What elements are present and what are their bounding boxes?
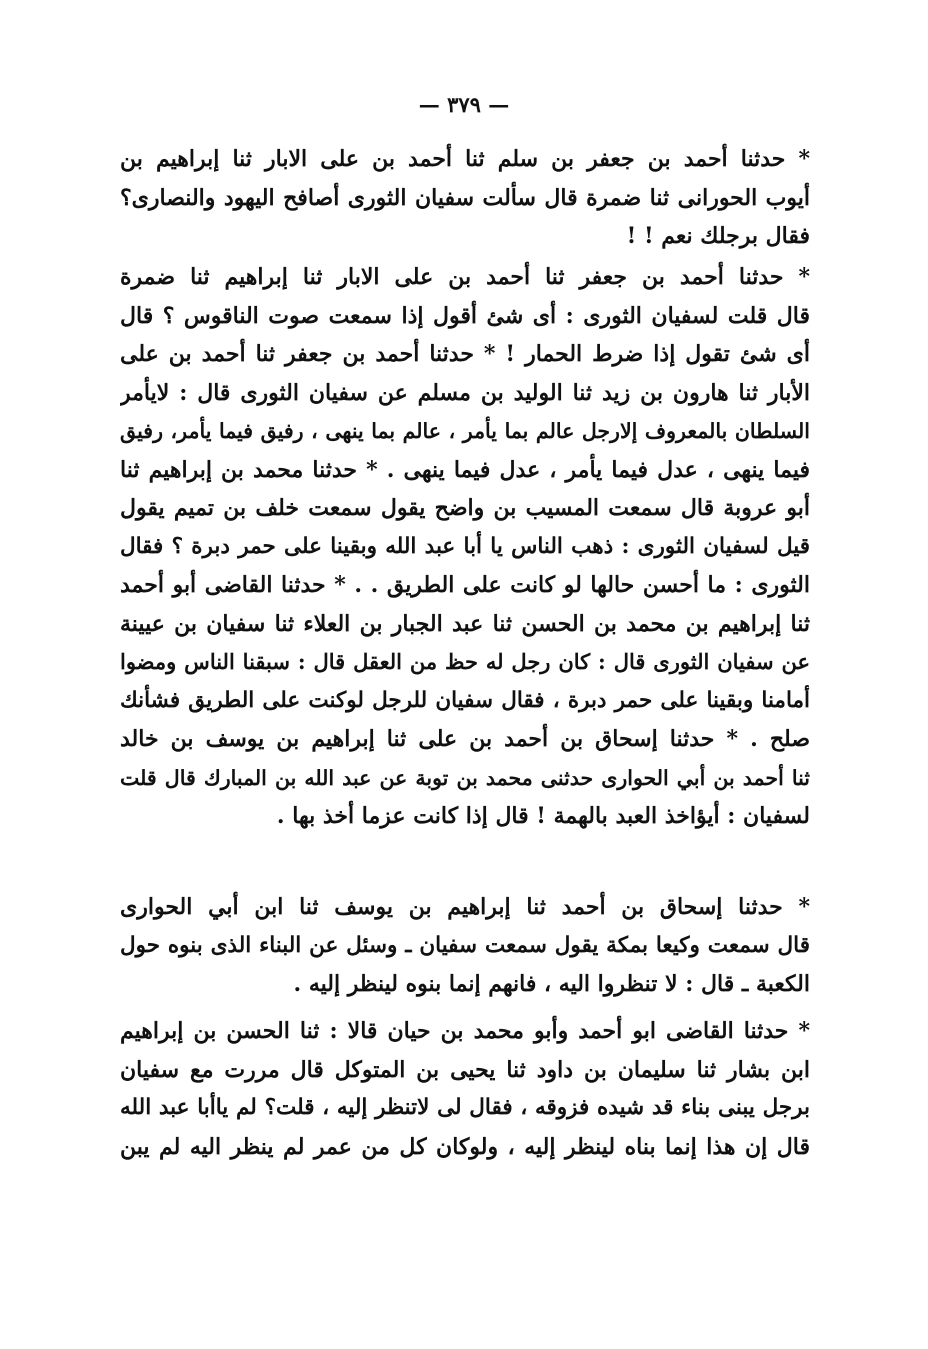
text-line: قال سمعت وكيعا بمكة يقول سمعت سفيان ـ وسئل عن البناء الذى بنوه حول: [120, 932, 810, 958]
text-line: أبو عروبة قال سمعت المسيب بن واضح يقول سمعت خلف بن تميم يقول: [120, 495, 810, 521]
text-line: أى شئ تقول إذا ضرط الحمار ! * حدثنا أحمد بن جعفر ثنا أحمد بن على: [120, 341, 810, 367]
text-line: فقال برجلك نعم ! !: [626, 223, 810, 249]
paragraph-4: [120, 1012, 810, 1166]
text-line: ابن بشار ثنا سليمان بن داود ثنا يحيى بن المتوكل قال مررت مع سفيان: [120, 1056, 810, 1083]
paragraph-1: [120, 140, 810, 256]
text-line: الكعبة ـ قال : لا تنظروا اليه ، فانهم إنما بنوه لينظر إليه .: [293, 971, 810, 997]
text-line: ثنا إبراهيم بن محمد بن الحسن ثنا عبد الجبار بن العلاء ثنا سفيان بن عيينة: [120, 610, 810, 637]
text-line: قال قلت لسفيان الثورى : أى شئ أقول إذا سمعت صوت الناقوس ؟ قال: [120, 302, 810, 329]
text-line: برجل يبنى بناء قد شيده فزوقه ، فقال لى لاتنظر إليه ، قلت؟ لم ياأبا عبد الله: [120, 1095, 810, 1120]
text-line: * حدثنا أحمد بن جعفر ثنا أحمد بن على الابار ثنا إبراهيم ثنا ضمرة: [120, 264, 810, 290]
page-number: — ٣٧٩ —: [418, 92, 510, 117]
text-line: أيوب الحورانى ثنا ضمرة قال سألت سفيان الثورى أصافح اليهود والنصارى؟: [120, 184, 810, 211]
text-line: قيل لسفيان الثورى : ذهب الناس يا أبا عبد الله وبقينا على حمر دبرة ؟ فقال: [120, 533, 810, 559]
text-line: * حدثنا إسحاق بن أحمد ثنا إبراهيم بن يوسف ثنا ابن أبي الحوارى: [120, 894, 810, 920]
text-line: فيما ينهى ، عدل فيما يأمر ، عدل فيما ينهى . * حدثنا محمد بن إبراهيم ثنا: [120, 456, 810, 483]
text-line: قال إن هذا إنما بناه لينظر إليه ، ولوكان كل من عمر لم ينظر اليه لم يبن: [120, 1133, 810, 1160]
text-line: * حدثنا أحمد بن جعفر بن سلم ثنا أحمد بن على الابار ثنا إبراهيم بن: [120, 146, 810, 172]
text-line: الثورى : ما أحسن حالها لو كانت على الطريق . . * حدثنا القاضى أبو أحمد: [120, 572, 810, 598]
text-line: الأبار ثنا هارون بن زيد ثنا الوليد بن مسلم عن سفيان الثورى قال : لايأمر: [120, 379, 810, 406]
paragraph-3: [120, 888, 810, 1004]
text-line: * حدثنا القاضى ابو أحمد وأبو محمد بن حيان قالا : ثنا الحسن بن إبراهيم: [120, 1018, 810, 1044]
text-line: لسفيان : أيؤاخذ العبد بالهمة ! قال إذا كانت عزما أخذ بها .: [276, 803, 810, 829]
text-line: أمامنا وبقينا على حمر دبرة ، فقال سفيان للرجل لوكنت على الطريق فشأنك: [120, 687, 810, 713]
text-line: صلح . * حدثنا إسحاق بن أحمد بن على ثنا إبراهيم بن يوسف بن خالد: [120, 726, 810, 752]
text-line: ثنا أحمد بن أبي الحوارى حدثنى محمد بن توبة عن عبد الله بن المبارك قال قلت: [120, 765, 810, 790]
paragraph-2: [120, 258, 810, 836]
text-line: السلطان بالمعروف إلارجل عالم بما يأمر ، عالم بما ينهى ، رفيق فيما يأمر، رفيق: [120, 419, 810, 443]
text-line: عن سفيان الثورى قال : كان رجل له حظ من العقل قال : سبقنا الناس ومضوا: [120, 649, 810, 674]
